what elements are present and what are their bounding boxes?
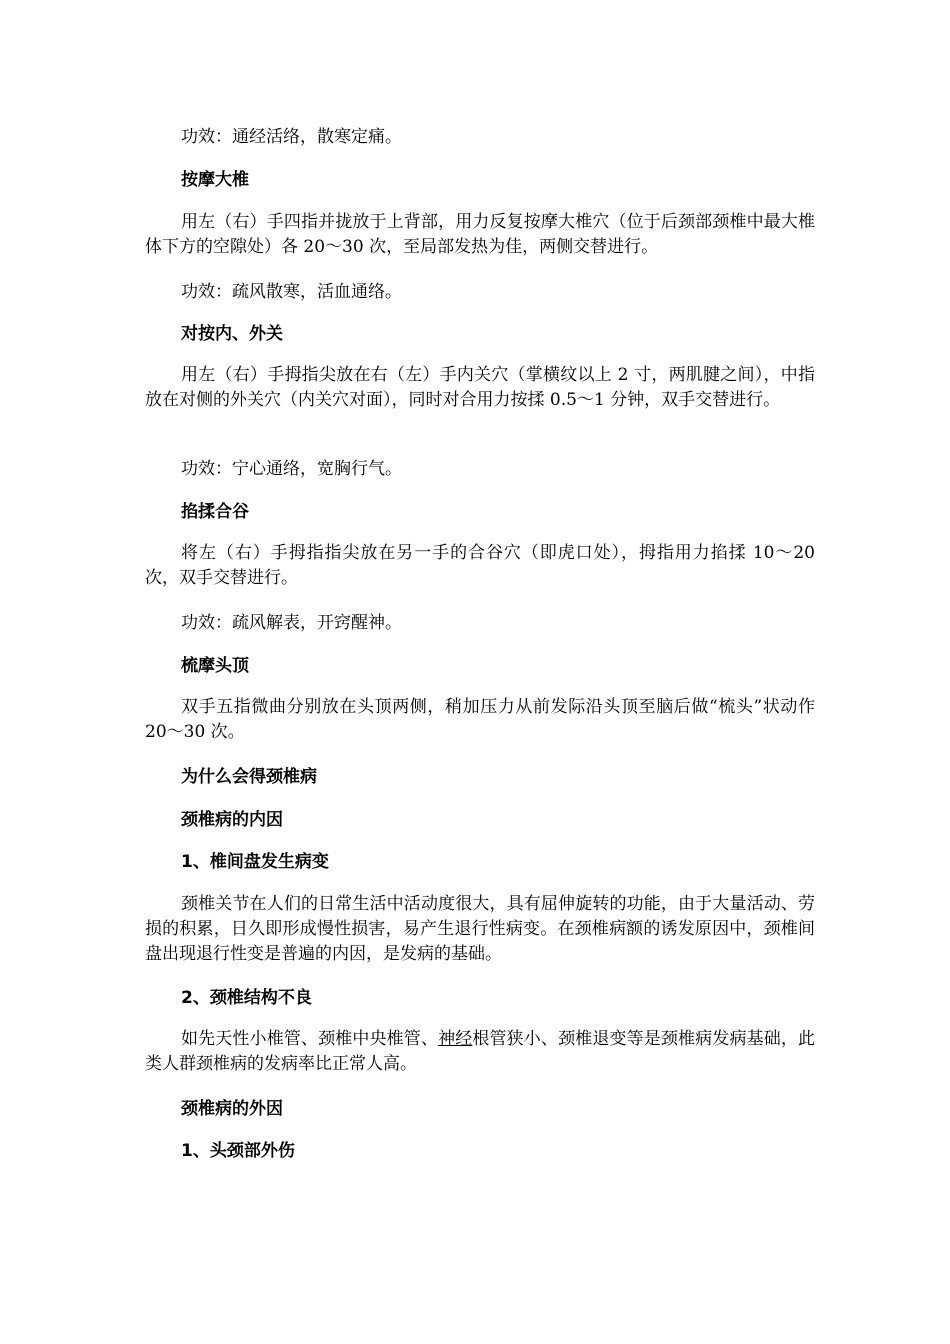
section-heading-head-comb: 梳摩头顶	[181, 656, 249, 676]
efficacy-text-4: 功效：疏风解表，开窍醒神。	[181, 613, 402, 633]
paragraph-poor-structure	[145, 1027, 815, 1077]
section-heading-why-cervical: 为什么会得颈椎病	[181, 767, 317, 787]
section-heading-dazhui: 按摩大椎	[181, 170, 249, 190]
section-heading-internal-causes: 颈椎病的内因	[181, 810, 283, 830]
efficacy-text-2: 功效：疏风散寒，活血通络。	[181, 282, 402, 302]
paragraph-neiguan-method: 用左（右）手拇指尖放在右（左）手内关穴（掌横纹以上 2 寸，两肌腱之间），中指放在对侧的外关穴（内关穴对面），同时对合用力按揉 0.5～1 分钟，双手交替进行。	[145, 365, 815, 410]
paragraph-text-start: 如先天性小椎管、颈椎中央椎管、	[181, 1029, 439, 1049]
section-heading-external-causes: 颈椎病的外因	[181, 1099, 283, 1119]
paragraph-hegu-method: 将左（右）手拇指指尖放在另一手的合谷穴（即虎口处），拇指用力掐揉 10～20 次，双手交替进行。	[145, 543, 815, 588]
efficacy-text-1: 功效：通经活络，散寒定痛。	[181, 127, 402, 147]
section-heading-head-neck-injury: 1、头颈部外伤	[181, 1141, 295, 1161]
efficacy-text-3: 功效：宁心通络，宽胸行气。	[181, 459, 402, 479]
paragraph-dazhui-method: 用左（右）手四指并拢放于上背部，用力反复按摩大椎穴（位于后颈部颈椎中最大椎体下方的空隙处）各 20～30 次，至局部发热为佳，两侧交替进行。	[145, 212, 815, 257]
section-heading-hegu: 掐揉合谷	[181, 502, 249, 522]
paragraph-head-comb-method: 双手五指微曲分别放在头顶两侧，稍加压力从前发际沿头顶至脑后做“梳头”状动作 20～30 次。	[145, 697, 815, 742]
section-heading-disc-lesion: 1、椎间盘发生病变	[181, 852, 329, 872]
nerve-link[interactable]: 神经	[438, 1029, 473, 1049]
paragraph-disc-lesion: 颈椎关节在人们的日常生活中活动度很大，具有屈伸旋转的功能，由于大量活动、劳损的积累，日久即形成慢性损害，易产生退行性病变。在颈椎病额的诱发原因中，颈椎间盘出现退行性变是普遍的内因，是发病的基础。	[145, 894, 815, 964]
section-heading-poor-structure: 2、颈椎结构不良	[181, 988, 312, 1008]
paragraph-text-end: 根管狭小、颈椎退变等是颈椎病发病基础，此类人群颈椎病的发病率比正常人高。	[145, 1029, 816, 1074]
section-heading-neiguan-waiguan: 对按内、外关	[181, 324, 283, 344]
